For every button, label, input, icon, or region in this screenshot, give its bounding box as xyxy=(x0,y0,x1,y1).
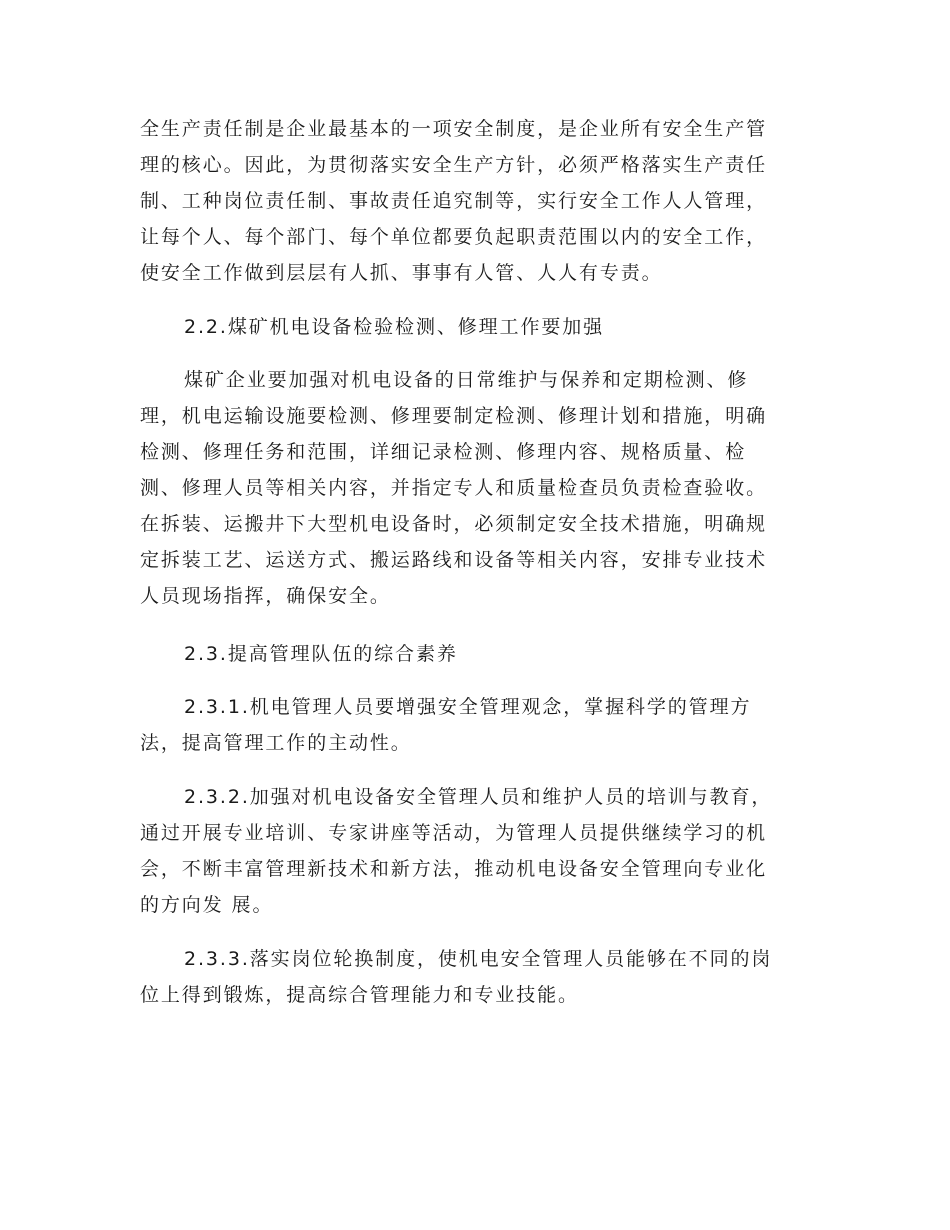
paragraph-line: 理，机电运输设施要检测、修理要制定检测、修理计划和措施，明确 xyxy=(140,405,768,427)
section-heading: 2.2.煤矿机电设备检验检测、修理工作要加强 xyxy=(184,316,605,338)
paragraph-line: 让每个人、每个部门、每个单位都要负起职责范围以内的安全工作， xyxy=(140,226,768,248)
paragraph-line: 理的核心。因此，为贯彻落实安全生产方针，必须严格落实生产责任 xyxy=(140,154,768,176)
paragraph-line: 检测、修理任务和范围，详细记录检测、修理内容、规格质量、检 xyxy=(140,441,747,463)
paragraph-line: 的方向发 展。 xyxy=(140,894,274,916)
paragraph-line: 2.3.3.落实岗位轮换制度，使机电安全管理人员能够在不同的岗 xyxy=(184,948,773,970)
paragraph-line: 在拆装、运搬井下大型机电设备时，必须制定安全技术措施，明确规 xyxy=(140,513,768,535)
section-heading: 2.3.提高管理队伍的综合素养 xyxy=(184,643,458,665)
paragraph-line: 2.3.1.机电管理人员要增强安全管理观念，掌握科学的管理方 xyxy=(184,696,752,718)
paragraph-line: 测、修理人员等相关内容，并指定专人和质量检查员负责检查验收。 xyxy=(140,477,768,499)
paragraph-line: 全生产责任制是企业最基本的一项安全制度，是企业所有安全生产管 xyxy=(140,118,768,140)
paragraph-line: 会，不断丰富管理新技术和新方法，推动机电设备安全管理向专业化 xyxy=(140,858,768,880)
paragraph-line: 煤矿企业要加强对机电设备的日常维护与保养和定期检测、修 xyxy=(184,369,749,391)
paragraph-line: 制、工种岗位责任制、事故责任追究制等，实行安全工作人人管理， xyxy=(140,190,768,212)
paragraph-line: 人员现场指挥，确保安全。 xyxy=(140,585,391,607)
paragraph-line: 定拆装工艺、运送方式、搬运路线和设备等相关内容，安排专业技术 xyxy=(140,549,768,571)
paragraph-line: 使安全工作做到层层有人抓、事事有人管、人人有专责。 xyxy=(140,262,663,284)
paragraph-line: 2.3.2.加强对机电设备安全管理人员和维护人员的培训与教育， xyxy=(184,786,773,808)
paragraph-line: 通过开展专业培训、专家讲座等活动，为管理人员提供继续学习的机 xyxy=(140,822,768,844)
paragraph-line: 法，提高管理工作的主动性。 xyxy=(140,732,412,754)
paragraph-line: 位上得到锻炼，提高综合管理能力和专业技能。 xyxy=(140,984,579,1006)
